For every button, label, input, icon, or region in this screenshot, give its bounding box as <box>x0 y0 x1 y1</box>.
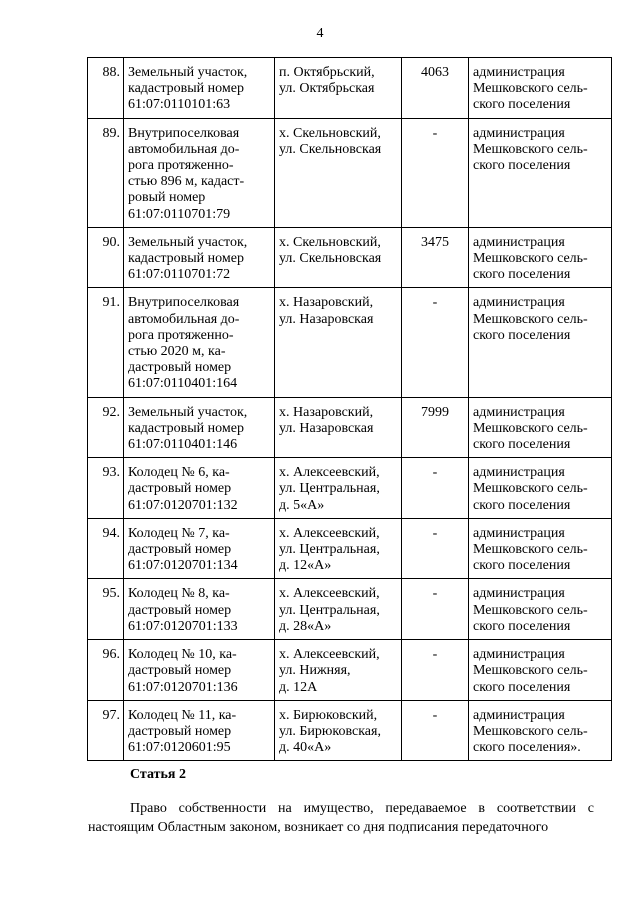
object-name-cell: Колодец № 7, ка- дастровый номер 61:07:0120701:134 <box>124 518 275 579</box>
table-row <box>88 227 612 288</box>
table-row <box>88 288 612 397</box>
property-table <box>87 57 612 761</box>
area-cell: - <box>402 700 469 761</box>
row-number: 91. <box>88 288 124 397</box>
area-cell: - <box>402 579 469 640</box>
address-cell: х. Скельновский, ул. Скельновская <box>275 118 402 227</box>
object-name-cell: Внутрипоселковая автомобильная до- рога протяженно- стью 2020 м, ка- дастровый номер 61:07:0110401:164 <box>124 288 275 397</box>
address-cell: х. Алексеевский, ул. Центральная, д. 5«А» <box>275 458 402 519</box>
address-cell: х. Назаровский, ул. Назаровская <box>275 397 402 458</box>
object-name-cell: Земельный участок, кадастровый номер 61:07:0110101:63 <box>124 58 275 119</box>
owner-cell: администрация Мешковского сель- ского поселения <box>469 118 612 227</box>
row-number: 90. <box>88 227 124 288</box>
address-cell: х. Алексеевский, ул. Центральная, д. 12«А» <box>275 518 402 579</box>
owner-cell: администрация Мешковского сель- ского поселения <box>469 518 612 579</box>
table-row <box>88 700 612 761</box>
address-cell: п. Октябрьский, ул. Октябрьская <box>275 58 402 119</box>
area-cell: - <box>402 518 469 579</box>
area-cell: 3475 <box>402 227 469 288</box>
owner-cell: администрация Мешковского сель- ского поселения». <box>469 700 612 761</box>
object-name-cell: Земельный участок, кадастровый номер 61:07:0110401:146 <box>124 397 275 458</box>
table-row <box>88 518 612 579</box>
owner-cell: администрация Мешковского сель- ского поселения <box>469 227 612 288</box>
area-cell: - <box>402 458 469 519</box>
object-name-cell: Земельный участок, кадастровый номер 61:07:0110701:72 <box>124 227 275 288</box>
object-name-cell: Колодец № 6, ка- дастровый номер 61:07:0120701:132 <box>124 458 275 519</box>
table-row <box>88 58 612 119</box>
row-number: 92. <box>88 397 124 458</box>
table-row <box>88 579 612 640</box>
object-name-cell: Внутрипоселковая автомобильная до- рога протяженно- стью 896 м, кадаст- ровый номер 61:07:0110701:79 <box>124 118 275 227</box>
page-number: 4 <box>316 26 324 41</box>
table-row <box>88 397 612 458</box>
owner-cell: администрация Мешковского сель- ского поселения <box>469 397 612 458</box>
address-cell: х. Бирюковский, ул. Бирюковская, д. 40«А» <box>275 700 402 761</box>
area-cell: - <box>402 118 469 227</box>
address-cell: х. Назаровский, ул. Назаровская <box>275 288 402 397</box>
owner-cell: администрация Мешковского сель- ского поселения <box>469 458 612 519</box>
row-number: 96. <box>88 640 124 701</box>
owner-cell: администрация Мешковского сель- ского поселения <box>469 288 612 397</box>
area-cell: 7999 <box>402 397 469 458</box>
article-heading: Статья 2 <box>130 767 186 782</box>
row-number: 93. <box>88 458 124 519</box>
owner-cell: администрация Мешковского сель- ского поселения <box>469 579 612 640</box>
address-cell: х. Алексеевский, ул. Нижняя, д. 12А <box>275 640 402 701</box>
table-row <box>88 458 612 519</box>
row-number: 89. <box>88 118 124 227</box>
area-cell: - <box>402 288 469 397</box>
address-cell: х. Алексеевский, ул. Центральная, д. 28«А» <box>275 579 402 640</box>
object-name-cell: Колодец № 11, ка- дастровый номер 61:07:0120601:95 <box>124 700 275 761</box>
object-name-cell: Колодец № 10, ка- дастровый номер 61:07:0120701:136 <box>124 640 275 701</box>
row-number: 88. <box>88 58 124 119</box>
area-cell: 4063 <box>402 58 469 119</box>
owner-cell: администрация Мешковского сель- ского поселения <box>469 640 612 701</box>
address-cell: х. Скельновский, ул. Скельновская <box>275 227 402 288</box>
object-name-cell: Колодец № 8, ка- дастровый номер 61:07:0120701:133 <box>124 579 275 640</box>
table-row <box>88 640 612 701</box>
table-row <box>88 118 612 227</box>
row-number: 95. <box>88 579 124 640</box>
row-number: 94. <box>88 518 124 579</box>
area-cell: - <box>402 640 469 701</box>
owner-cell: администрация Мешковского сель- ского поселения <box>469 58 612 119</box>
article-paragraph: Право собственности на имущество, передаваемое в соответствии с настоящим Областным законом, возникает со дня подписания передаточного <box>88 801 594 835</box>
row-number: 97. <box>88 700 124 761</box>
